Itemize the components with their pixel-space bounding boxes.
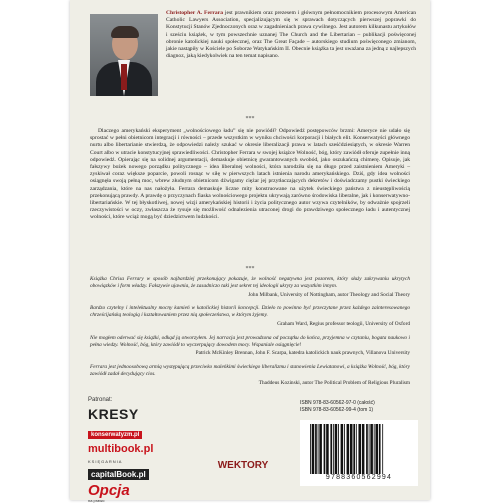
publisher-logo bbox=[212, 452, 274, 476]
separator: *** bbox=[245, 116, 255, 122]
barcode-bar bbox=[370, 424, 373, 474]
author-bio-text: jest prawnikiem oraz prezesem i głównym pełnomocnikiem procesowym American Catholic Lawyers Association, specjalizującym się w sprawach dotyczących pierwszej poprawki do Konstytucji Stanów Zjednoczonych oraz w zagadnieniach prawa cywilnego. Jest autorem kilkunastu artykułów i sześciu książek, w tym powszechnie uznanej The Church and the Libertarian – publikacji poświęconej obronie katolickiej nauki społecznej, oraz The Great Façade – autorskiego studium poświęconego zmianom, jakie nastąpiły w Kościele po Soborze Watykańskim II. Obecnie książka ta jest uważana za jedną z najlepszych diagnoz, jaką kiedykolwiek na ten temat napisano. bbox=[166, 10, 416, 60]
barcode-bar bbox=[318, 424, 319, 474]
review-author: John Milbank, University of Nottingham, autor Theology and Social Theory bbox=[248, 291, 410, 298]
publisher-logo-icon bbox=[212, 452, 274, 476]
barcode-bar bbox=[375, 424, 378, 474]
review bbox=[90, 276, 410, 298]
barcode-bar bbox=[333, 424, 334, 474]
kresy-logo: KRESY bbox=[88, 406, 139, 422]
barcode-bar bbox=[324, 424, 326, 474]
ksiegarnia-label: KSIĘGARNIA bbox=[88, 459, 123, 464]
barcode-bar bbox=[315, 424, 317, 474]
reviews bbox=[90, 276, 410, 394]
barcode-bar bbox=[379, 424, 381, 474]
review-quote: Nie mogłem oderwać się książki, odkąd ją otworzyłem. Jej narracja jest prowadzona od początku do końca, przyjemna w czytaniu, bogata naukowo i pełna wiedzy. Wolność, bóg, który zawiódł to wyczerpujący dowodem mocy. Wspaniale osiągnięcie! bbox=[90, 334, 410, 348]
barcode-bar bbox=[326, 424, 329, 474]
barcode-bar bbox=[310, 424, 311, 474]
barcode-icon bbox=[308, 424, 410, 474]
review bbox=[90, 335, 410, 357]
barcode-box bbox=[300, 420, 418, 486]
review-author: Thaddeus Kozinski, autor The Political Problem of Religious Pluralism bbox=[258, 379, 410, 386]
konserwatyzm-logo: konserwatyzm.pl bbox=[88, 431, 142, 439]
separator: *** bbox=[245, 266, 255, 272]
barcode-bar bbox=[319, 424, 322, 474]
review bbox=[90, 364, 410, 386]
back-cover bbox=[70, 0, 430, 503]
patronat-label: Patronat: bbox=[88, 397, 113, 403]
barcode-bar bbox=[366, 424, 368, 474]
author-block bbox=[90, 10, 415, 118]
barcode-bar bbox=[341, 424, 344, 474]
barcode-bar bbox=[362, 424, 365, 474]
isbn-line: ISBN 978-83-60562-97-0 (całość) bbox=[300, 400, 375, 406]
barcode-bar bbox=[369, 424, 370, 474]
barcode-bar bbox=[353, 424, 355, 474]
author-bio bbox=[166, 10, 416, 60]
barcode-bar bbox=[338, 424, 339, 474]
review-quote: Książka Chrisa Ferrary w sposób najbardziej przekonujący pokazuje, że wolność negatywna jest pozorem, który służy zakrywaniu ukrytych obowiązków i form władzy. Fałszywie ujawnia, że zasadniczo taki jest sekret tej ideologii ukryty za wszystkim innym. bbox=[90, 276, 410, 289]
barcode-bar bbox=[344, 424, 345, 474]
review-author: Patrick McKinley Brennan, John F. Scarpa, katedra katolickich nauk prawnych, Villanova University bbox=[195, 350, 410, 357]
publisher-name: WEKTORY bbox=[217, 460, 269, 471]
capitalbook-logo: capitalBook.pl bbox=[88, 469, 149, 480]
review-quote: Ferrara jest jednoosobową armią występującą przeciwko maleńkimi świeckiego liberalizmu i stanowienia Lewiatanowi, a książka Wolność, bóg, który zawiódł zadał decydujący cios. bbox=[90, 364, 410, 377]
isbn-block bbox=[300, 400, 418, 413]
opcja-logo: Opcja bbox=[88, 482, 130, 499]
barcode-digits: 9788360562994 bbox=[325, 474, 393, 481]
author-photo bbox=[90, 14, 158, 96]
barcode-bar bbox=[347, 424, 350, 474]
barcode-bar bbox=[382, 424, 383, 474]
review-author: Graham Ward, Regius professor teologii, University of Oxford bbox=[277, 320, 410, 327]
patron-logos bbox=[88, 406, 168, 503]
author-name: Christopher A. Ferrara bbox=[166, 10, 223, 16]
isbn-line: ISBN 978-83-60562-99-4 (tom 1) bbox=[300, 406, 374, 413]
barcode-bar bbox=[374, 424, 375, 474]
barcode-bar bbox=[330, 424, 332, 474]
barcode-bar bbox=[358, 424, 361, 474]
review-quote: Bardzo czytelny i intelektualny mocny kamień w katolickiej historii koncepcji. Dzieło to powinno być przeczytane przez każdego zainteresowanego chrześcijańską teologią i kształtowaniem przez nią społeczeństwa, w którym żyjemy. bbox=[90, 305, 410, 319]
barcode-bar bbox=[356, 424, 357, 474]
barcode-bar bbox=[350, 424, 353, 474]
multibook-logo: multibook.pl bbox=[88, 443, 154, 455]
review bbox=[90, 305, 410, 327]
barcode-bar bbox=[335, 424, 338, 474]
opcja-subtitle: na prawo bbox=[88, 498, 105, 503]
book-description: Dlaczego amerykański eksperyment „wolnościowego ładu” się nie powiódł? Odpowiedź postępowców brzmi: Ameryce nie udało się sprostać w pełni obietnicom integracji i równości – przede wszystkim w wyniku chciwości korporacji i białych elit. Konserwatyści głównego nurtu albo libertarianie stwierdzą, że odpowiedzi należy szukać w okresie liberalizacji prawa w latach sześćdziesiątych, w okresie Warren Court albo w utracie konstytucyjnej sprawiedliwości. Christopher Ferrara w swojej książce Wolność, bóg, który zawiódł oferuje zupełnie inną odpowiedź. Opierając się na solidnej argumentacji, demaskuje obietnicę gwarantowanych swobód, jako oszukańczą chimerę. Opisuje, jak fałszywy bożek nowego porządku politycznego – idea liberalnej wolności, która narodziła się na długo przed zaistnieniem Ameryki – zyskiwał coraz większe poparcie, powoli rosnąc w siłę w pierwszych latach istnienia narodu amerykańskiego. Dziś, gdy idea wolności osiągnęła swoją pełną moc, wbrew złudnym obietnicom dźwigamy ciężar jej przytłaczających dekretów i doświadczamy pustki świeckiego zarządzania, które na nas nałożyła. Ferrara demaskuje liczne mity konstruowane na użytek świeckiego państwa z nieustępliwością przekonującą prawdy. A prawdę o przyczynach fiaska wolnościowego projektu ukrywają zarówno środowiska liberalne, jak i konserwatywno-libertariańskie. W tej błyskotliwej, nowej wizji amerykańskiej historii i życia politycznego autor wzywa czytelników, by odważnie spojrzeli rzeczywistości w oczy, zwłaszcza że rysuje się możliwość odnalezienia utraconej drogi do prawdziwego społecznego ładu i autentycznej wolności, które wciąż mogą być dziedzictwem ludzkości. bbox=[90, 128, 410, 221]
barcode-bar bbox=[312, 424, 315, 474]
